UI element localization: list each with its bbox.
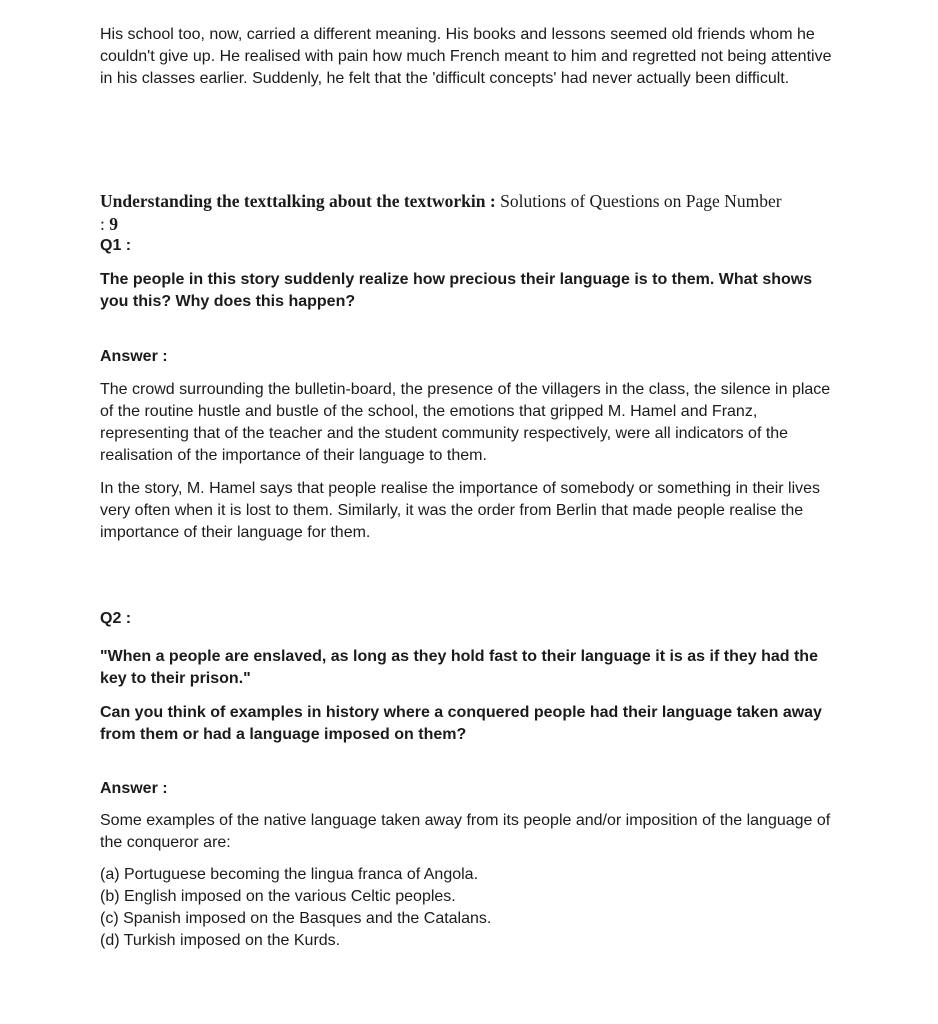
section-heading	[100, 190, 840, 235]
q2-label: Q2 :	[100, 610, 132, 627]
q1-answer-paragraph-1: The crowd surrounding the bulletin-board, the presence of the villagers in the class, the silence in place of the routine hustle and bustle of the school, the emotions that gripped M. Hamel and Franz, representing that of the teacher and the student community respectively, were all indicators of the realisation of the importance of their language to them.	[100, 381, 831, 464]
section-heading-line2	[100, 214, 118, 234]
q1-answer-label: Answer :	[100, 348, 168, 365]
q2-answer-list-item-b: (b) English imposed on the various Celtic peoples.	[100, 888, 456, 905]
q2-answer-list	[100, 864, 840, 952]
q1-question: The people in this story suddenly realize how precious their language is to them. What shows you this? Why does this happen?	[100, 271, 813, 310]
q2-answer-label: Answer :	[100, 780, 168, 797]
q2-answer-list-item-d: (d) Turkish imposed on the Kurds.	[100, 932, 341, 949]
section-heading-regular: Solutions of Questions on Page Number	[500, 191, 782, 211]
intro-paragraph: His school too, now, carried a different meaning. His books and lessons seemed old friends whom he couldn't give up. He realised with pain how much French meant to him and regretted not being attentive in his classes earlier. Suddenly, he felt that the 'difficult concepts' had never actually been difficult.	[100, 26, 832, 87]
section-heading-bold: Understanding the texttalking about the textworkin :	[100, 191, 496, 211]
q2-answer-list-item-c: (c) Spanish imposed on the Basques and the Catalans.	[100, 910, 492, 927]
q2-answer-list-item-a: (a) Portuguese becoming the lingua franca of Angola.	[100, 866, 479, 883]
q1-label: Q1 :	[100, 237, 132, 254]
section-heading-wrap-prefix: :	[100, 213, 105, 234]
q2-quote: "When a people are enslaved, as long as they hold fast to their language it is as if they had the key to their prison."	[100, 648, 818, 687]
section-heading-line1	[100, 190, 840, 213]
q1-answer-paragraph-2: In the story, M. Hamel says that people realise the importance of somebody or something in their lives very often when it is lost to them. Similarly, it was the order from Berlin that made people realise the importance of their language for them.	[100, 480, 821, 541]
q2-answer-intro: Some examples of the native language taken away from its people and/or imposition of the language of the conqueror are:	[100, 812, 831, 851]
q2-question: Can you think of examples in history where a conquered people had their language taken away from them or had a language imposed on them?	[100, 704, 822, 743]
section-heading-page-number: 9	[109, 213, 118, 234]
